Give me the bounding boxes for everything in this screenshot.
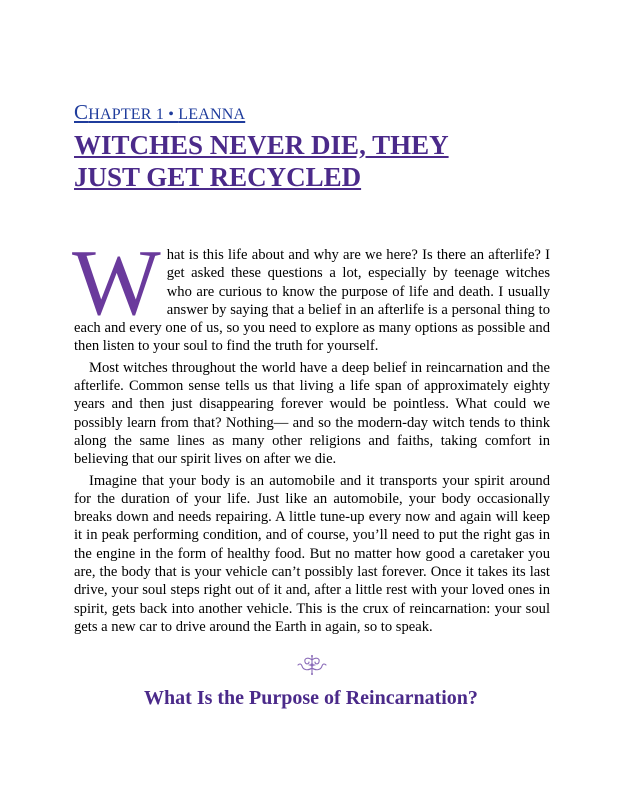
chapter-title-line-2: JUST GET RECYCLED [74,162,362,192]
chapter-page [74,100,550,636]
paragraph-1 [72,231,550,356]
section-heading: What Is the Purpose of Reincarnation? [144,687,478,709]
paragraph-1-text: hat is this life about and why are we here? Is there an afterlife? I get asked these questions a lot, especially by teenage witches who are curious to know the purpose of life and death. I usually answer by saying that a belief in an afterlife is a personal thing to each and every one of us, so you need to explore as many options as possible and then listen to your soul to find the truth for yourself. [74,247,550,355]
body-text [72,231,550,636]
chapter-label-author: LEANNA [178,106,246,123]
paragraph-2: Most witches throughout the world have a deep belief in reincarnation and the afterlife. Common sense tells us that living a life span of approximately eighty years and then just disappearing forever would be pointless. What could we possibly learn from that? Nothing— and so the modern-day witch tends to think along the same lines as many other religions and faiths, taking comfort in believing that our spirit lives on after we die. [74,359,550,468]
chapter-label [74,100,550,127]
fleuron-ornament-icon [297,654,327,676]
chapter-title [74,129,494,193]
chapter-label-initial: C [74,100,89,124]
paragraph-3: Imagine that your body is an automobile and it transports your spirit around for the duration of your life. Just like an automobile, your body occasionally breaks down and needs repairing. A little tune-up every now and again will keep it in peak performing condition, and of course, you’ll need to put the right gas in the engine in the form of healthy food. But no matter how good a caretaker you are, the body that is your vehicle can’t possibly last forever. Once it takes its last drive, your soul steps right out of it and, after a little rest with your loved ones in spirit, gets back into another vehicle. This is the crux of reincarnation: your soul gets a new car to drive around the Earth in again, so to speak. [74,472,550,635]
drop-cap: W [72,231,161,335]
chapter-title-line-1: WITCHES NEVER DIE, THEY [74,130,449,160]
chapter-label-number: HAPTER 1 • [88,106,179,123]
